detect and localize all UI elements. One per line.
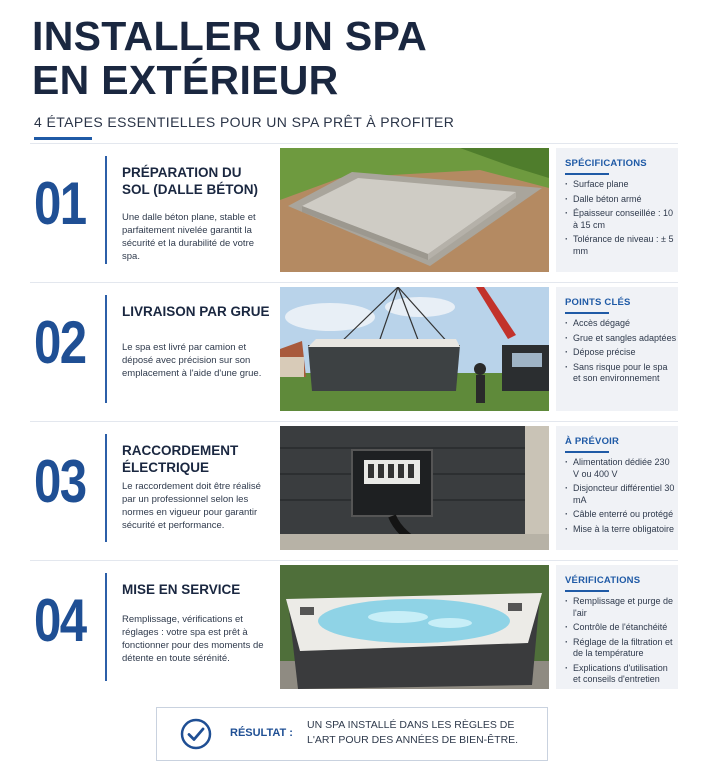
filled-spa-image [280, 565, 549, 689]
panel-item: · Explications d'utilisation et conseils d'entretien [565, 663, 677, 686]
electrical-connection-image [280, 426, 549, 550]
step-divider [105, 156, 107, 264]
panel-item: · Dépose précise [565, 347, 677, 359]
concrete-slab-image [280, 148, 549, 272]
panel-item: · Épaisseur conseillée : 10 à 15 cm [565, 208, 677, 231]
step-3 [30, 421, 678, 554]
panel-underline [565, 312, 609, 314]
panel-item: · Câble enterré ou protégé [565, 509, 677, 521]
panel-item: · Alimentation dédiée 230 V ou 400 V [565, 457, 677, 480]
panel-underline [565, 451, 609, 453]
title-line-1: INSTALLER UN SPA [32, 13, 428, 59]
step-divider [105, 295, 107, 403]
panel-item: · Disjoncteur différentiel 30 mA [565, 483, 677, 506]
panel-item: · Remplissage et purge de l'air [565, 596, 677, 619]
panel-title: À PRÉVOIR [565, 436, 620, 447]
panel-title: VÉRIFICATIONS [565, 575, 641, 586]
step-info-panel [556, 148, 678, 272]
panel-underline [565, 590, 609, 592]
step-title: PRÉPARATION DU SOL (DALLE BÉTON) [122, 165, 259, 197]
title-line-2: EN EXTÉRIEUR [32, 57, 339, 103]
step-divider [105, 434, 107, 542]
step-divider [105, 573, 107, 681]
step-4 [30, 560, 678, 693]
panel-item: · Sans risque pour le spa et son environnement [565, 362, 677, 385]
step-2 [30, 282, 678, 415]
panel-title: SPÉCIFICATIONS [565, 158, 647, 169]
step-title: RACCORDEMENT ÉLECTRIQUE [122, 443, 239, 475]
result-box [156, 707, 548, 761]
panel-item: · Surface plane [565, 179, 677, 191]
step-description: Le spa est livré par camion et déposé avec précision sur son emplacement à l'aide d'une grue. [122, 342, 262, 379]
step-description: Une dalle béton plane, stable et parfaitement nivelée garantit la sécurité et la durabilité de votre spa. [122, 212, 256, 262]
step-number: 03 [34, 448, 86, 515]
step-description: Le raccordement doit être réalisé par un professionnel selon les normes en vigueur pour garantir sécurité et performance. [122, 481, 261, 531]
step-number: 02 [34, 309, 86, 376]
page-subtitle: 4 ÉTAPES ESSENTIELLES POUR UN SPA PRÊT À PROFITER [34, 114, 455, 130]
step-description: Remplissage, vérifications et réglages : votre spa est prêt à fonctionner pour des moments de détente en toute sérénité. [122, 614, 264, 664]
step-title: LIVRAISON PAR GRUE [122, 304, 270, 319]
result-text: UN SPA INSTALLÉ DANS LES RÈGLES DE L'ART POUR DES ANNÉES DE BIEN-ÊTRE. [307, 719, 519, 746]
step-1 [30, 143, 678, 276]
page-title [32, 14, 632, 102]
panel-item: · Accès dégagé [565, 318, 677, 330]
crane-delivery-image [280, 287, 549, 411]
panel-item: · Tolérance de niveau : ± 5 mm [565, 234, 677, 257]
step-info-panel [556, 426, 678, 550]
step-info-panel [556, 565, 678, 689]
step-info-panel [556, 287, 678, 411]
panel-title: POINTS CLÉS [565, 297, 631, 308]
result-label: RÉSULTAT : [230, 727, 293, 739]
step-number: 01 [34, 170, 86, 237]
panel-item: · Réglage de la filtration et de la température [565, 637, 677, 660]
panel-item: · Mise à la terre obligatoire [565, 524, 677, 536]
step-title: MISE EN SERVICE [122, 582, 241, 597]
panel-item: · Contrôle de l'étanchéité [565, 622, 677, 634]
step-number: 04 [34, 587, 86, 654]
panel-item: · Dalle béton armé [565, 194, 677, 206]
title-underline [34, 137, 92, 140]
panel-underline [565, 173, 609, 175]
check-circle-icon [180, 718, 212, 750]
panel-item: · Grue et sangles adaptées [565, 333, 677, 345]
